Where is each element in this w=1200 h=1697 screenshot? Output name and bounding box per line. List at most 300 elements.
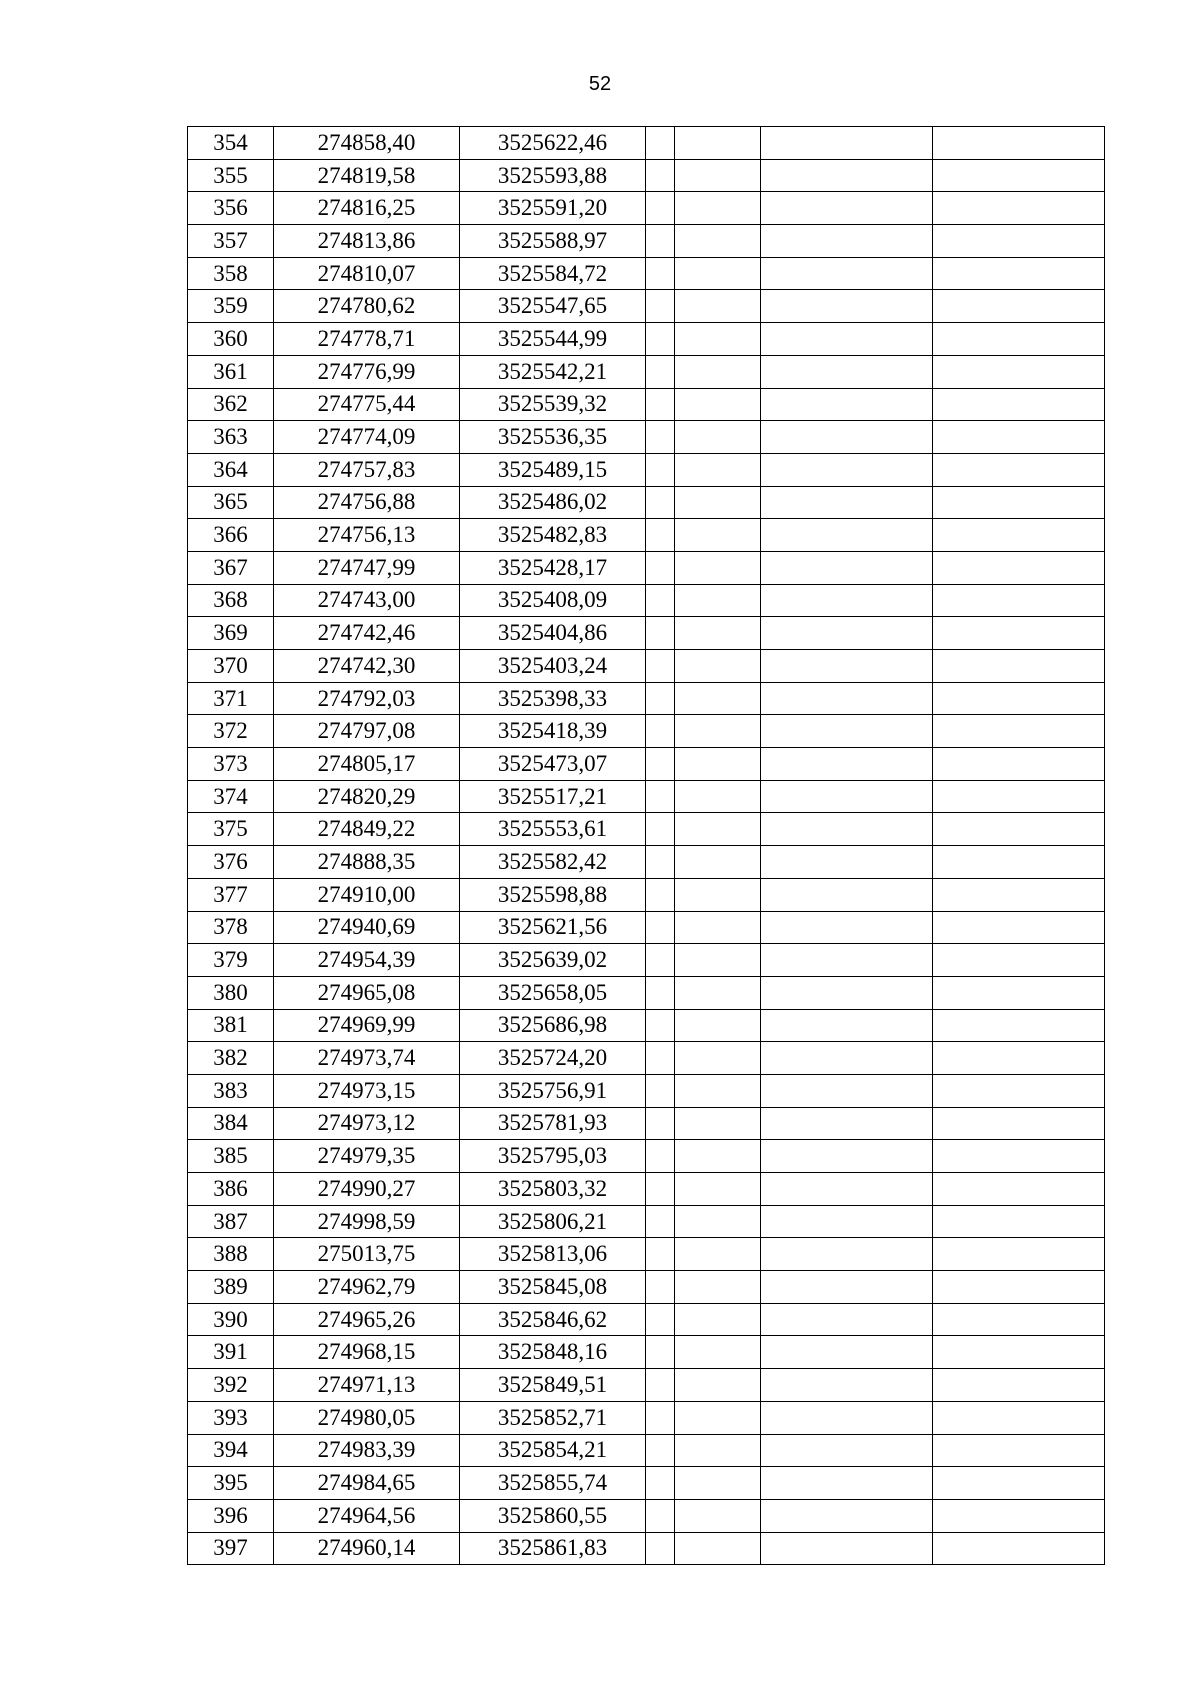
empty-cell — [675, 323, 761, 356]
y-coordinate-cell: 3525846,62 — [460, 1303, 646, 1336]
y-coordinate-cell: 3525598,88 — [460, 878, 646, 911]
empty-cell — [761, 421, 933, 454]
y-coordinate-cell: 3525854,21 — [460, 1434, 646, 1467]
y-coordinate-cell: 3525398,33 — [460, 682, 646, 715]
empty-cell — [761, 1303, 933, 1336]
point-number-cell: 391 — [188, 1336, 274, 1369]
empty-cell — [761, 257, 933, 290]
empty-cell — [646, 192, 675, 225]
point-number-cell: 397 — [188, 1532, 274, 1565]
empty-cell — [761, 813, 933, 846]
table-row — [188, 1009, 1105, 1042]
x-coordinate-cell: 274813,86 — [274, 225, 460, 258]
empty-cell — [933, 1434, 1105, 1467]
empty-cell — [933, 192, 1105, 225]
table-row — [188, 453, 1105, 486]
empty-cell — [646, 127, 675, 160]
empty-cell — [761, 1205, 933, 1238]
empty-cell — [933, 551, 1105, 584]
empty-cell — [646, 159, 675, 192]
empty-cell — [761, 846, 933, 879]
table-row — [188, 519, 1105, 552]
empty-cell — [675, 1074, 761, 1107]
point-number-cell: 393 — [188, 1401, 274, 1434]
empty-cell — [761, 1074, 933, 1107]
empty-cell — [933, 1401, 1105, 1434]
empty-cell — [761, 1499, 933, 1532]
empty-cell — [646, 650, 675, 683]
table-row — [188, 650, 1105, 683]
empty-cell — [675, 1336, 761, 1369]
page-number: 52 — [588, 73, 612, 95]
empty-cell — [933, 1336, 1105, 1369]
y-coordinate-cell: 3525428,17 — [460, 551, 646, 584]
point-number-cell: 379 — [188, 944, 274, 977]
x-coordinate-cell: 274756,88 — [274, 486, 460, 519]
empty-cell — [933, 421, 1105, 454]
empty-cell — [675, 584, 761, 617]
table-row — [188, 1042, 1105, 1075]
empty-cell — [646, 519, 675, 552]
x-coordinate-cell: 274819,58 — [274, 159, 460, 192]
point-number-cell: 387 — [188, 1205, 274, 1238]
empty-cell — [761, 748, 933, 781]
empty-cell — [646, 1173, 675, 1206]
empty-cell — [646, 453, 675, 486]
point-number-cell: 359 — [188, 290, 274, 323]
empty-cell — [933, 159, 1105, 192]
point-number-cell: 375 — [188, 813, 274, 846]
empty-cell — [675, 486, 761, 519]
empty-cell — [933, 780, 1105, 813]
empty-cell — [933, 911, 1105, 944]
empty-cell — [646, 911, 675, 944]
empty-cell — [761, 878, 933, 911]
empty-cell — [761, 1238, 933, 1271]
empty-cell — [646, 780, 675, 813]
empty-cell — [646, 1303, 675, 1336]
empty-cell — [646, 388, 675, 421]
empty-cell — [933, 1009, 1105, 1042]
point-number-cell: 365 — [188, 486, 274, 519]
y-coordinate-cell: 3525486,02 — [460, 486, 646, 519]
empty-cell — [646, 584, 675, 617]
empty-cell — [761, 682, 933, 715]
empty-cell — [933, 1107, 1105, 1140]
x-coordinate-cell: 274954,39 — [274, 944, 460, 977]
empty-cell — [646, 1401, 675, 1434]
point-number-cell: 360 — [188, 323, 274, 356]
table-row — [188, 486, 1105, 519]
empty-cell — [761, 1467, 933, 1500]
x-coordinate-cell: 274973,12 — [274, 1107, 460, 1140]
empty-cell — [933, 519, 1105, 552]
empty-cell — [761, 944, 933, 977]
table-row — [188, 780, 1105, 813]
empty-cell — [761, 1042, 933, 1075]
x-coordinate-cell: 274910,00 — [274, 878, 460, 911]
table-row — [188, 1369, 1105, 1402]
empty-cell — [933, 290, 1105, 323]
table-row — [188, 1303, 1105, 1336]
empty-cell — [933, 1205, 1105, 1238]
y-coordinate-cell: 3525848,16 — [460, 1336, 646, 1369]
empty-cell — [646, 225, 675, 258]
empty-cell — [933, 584, 1105, 617]
empty-cell — [675, 748, 761, 781]
x-coordinate-cell: 274984,65 — [274, 1467, 460, 1500]
point-number-cell: 378 — [188, 911, 274, 944]
empty-cell — [675, 650, 761, 683]
empty-cell — [761, 650, 933, 683]
x-coordinate-cell: 274969,99 — [274, 1009, 460, 1042]
empty-cell — [646, 1434, 675, 1467]
empty-cell — [933, 715, 1105, 748]
x-coordinate-cell: 274778,71 — [274, 323, 460, 356]
x-coordinate-cell: 274940,69 — [274, 911, 460, 944]
y-coordinate-cell: 3525542,21 — [460, 355, 646, 388]
point-number-cell: 363 — [188, 421, 274, 454]
point-number-cell: 390 — [188, 1303, 274, 1336]
y-coordinate-cell: 3525591,20 — [460, 192, 646, 225]
empty-cell — [646, 1467, 675, 1500]
table-row — [188, 1238, 1105, 1271]
x-coordinate-cell: 274965,08 — [274, 976, 460, 1009]
y-coordinate-cell: 3525622,46 — [460, 127, 646, 160]
empty-cell — [675, 1532, 761, 1565]
x-coordinate-cell: 274805,17 — [274, 748, 460, 781]
empty-cell — [675, 225, 761, 258]
x-coordinate-cell: 274971,13 — [274, 1369, 460, 1402]
y-coordinate-cell: 3525536,35 — [460, 421, 646, 454]
empty-cell — [675, 813, 761, 846]
empty-cell — [675, 682, 761, 715]
point-number-cell: 374 — [188, 780, 274, 813]
empty-cell — [646, 551, 675, 584]
y-coordinate-cell: 3525724,20 — [460, 1042, 646, 1075]
y-coordinate-cell: 3525803,32 — [460, 1173, 646, 1206]
point-number-cell: 373 — [188, 748, 274, 781]
y-coordinate-cell: 3525408,09 — [460, 584, 646, 617]
empty-cell — [646, 1074, 675, 1107]
empty-cell — [675, 1173, 761, 1206]
empty-cell — [761, 355, 933, 388]
empty-cell — [933, 1140, 1105, 1173]
point-number-cell: 376 — [188, 846, 274, 879]
empty-cell — [933, 355, 1105, 388]
table-row — [188, 976, 1105, 1009]
point-number-cell: 371 — [188, 682, 274, 715]
x-coordinate-cell: 274816,25 — [274, 192, 460, 225]
empty-cell — [675, 453, 761, 486]
empty-cell — [761, 780, 933, 813]
x-coordinate-cell: 274742,30 — [274, 650, 460, 683]
y-coordinate-cell: 3525482,83 — [460, 519, 646, 552]
table-row — [188, 1074, 1105, 1107]
x-coordinate-cell: 274980,05 — [274, 1401, 460, 1434]
empty-cell — [761, 1434, 933, 1467]
table-row — [188, 878, 1105, 911]
table-row — [188, 1271, 1105, 1304]
table-row — [188, 682, 1105, 715]
table-row — [188, 355, 1105, 388]
table-row — [188, 748, 1105, 781]
table-row — [188, 1173, 1105, 1206]
x-coordinate-cell: 274858,40 — [274, 127, 460, 160]
empty-cell — [933, 1303, 1105, 1336]
empty-cell — [675, 1009, 761, 1042]
empty-cell — [675, 1434, 761, 1467]
empty-cell — [675, 1369, 761, 1402]
point-number-cell: 367 — [188, 551, 274, 584]
x-coordinate-cell: 274775,44 — [274, 388, 460, 421]
empty-cell — [646, 1042, 675, 1075]
empty-cell — [675, 519, 761, 552]
empty-cell — [761, 976, 933, 1009]
empty-cell — [933, 976, 1105, 1009]
point-number-cell: 358 — [188, 257, 274, 290]
empty-cell — [761, 159, 933, 192]
empty-cell — [675, 1107, 761, 1140]
empty-cell — [933, 650, 1105, 683]
y-coordinate-cell: 3525489,15 — [460, 453, 646, 486]
empty-cell — [761, 323, 933, 356]
empty-cell — [675, 257, 761, 290]
empty-cell — [675, 780, 761, 813]
point-number-cell: 380 — [188, 976, 274, 1009]
empty-cell — [646, 813, 675, 846]
x-coordinate-cell: 274964,56 — [274, 1499, 460, 1532]
table-body — [188, 127, 1105, 1565]
table-row — [188, 388, 1105, 421]
empty-cell — [675, 355, 761, 388]
point-number-cell: 361 — [188, 355, 274, 388]
empty-cell — [675, 944, 761, 977]
x-coordinate-cell: 274983,39 — [274, 1434, 460, 1467]
table-row — [188, 127, 1105, 160]
point-number-cell: 364 — [188, 453, 274, 486]
empty-cell — [646, 355, 675, 388]
empty-cell — [675, 976, 761, 1009]
coordinates-table — [187, 126, 1105, 1565]
point-number-cell: 357 — [188, 225, 274, 258]
x-coordinate-cell: 274792,03 — [274, 682, 460, 715]
point-number-cell: 392 — [188, 1369, 274, 1402]
y-coordinate-cell: 3525404,86 — [460, 617, 646, 650]
table-row — [188, 421, 1105, 454]
empty-cell — [675, 1271, 761, 1304]
empty-cell — [675, 290, 761, 323]
empty-cell — [933, 878, 1105, 911]
empty-cell — [933, 127, 1105, 160]
empty-cell — [933, 682, 1105, 715]
empty-cell — [675, 911, 761, 944]
point-number-cell: 386 — [188, 1173, 274, 1206]
empty-cell — [761, 225, 933, 258]
empty-cell — [761, 1140, 933, 1173]
x-coordinate-cell: 274888,35 — [274, 846, 460, 879]
y-coordinate-cell: 3525553,61 — [460, 813, 646, 846]
y-coordinate-cell: 3525756,91 — [460, 1074, 646, 1107]
table-row — [188, 911, 1105, 944]
empty-cell — [761, 127, 933, 160]
table-row — [188, 551, 1105, 584]
empty-cell — [761, 519, 933, 552]
point-number-cell: 382 — [188, 1042, 274, 1075]
point-number-cell: 388 — [188, 1238, 274, 1271]
x-coordinate-cell: 274962,79 — [274, 1271, 460, 1304]
empty-cell — [646, 290, 675, 323]
table-row — [188, 192, 1105, 225]
table-row — [188, 715, 1105, 748]
empty-cell — [646, 1499, 675, 1532]
table-row — [188, 1532, 1105, 1565]
empty-cell — [675, 551, 761, 584]
x-coordinate-cell: 275013,75 — [274, 1238, 460, 1271]
empty-cell — [761, 388, 933, 421]
empty-cell — [675, 846, 761, 879]
empty-cell — [675, 715, 761, 748]
table-row — [188, 584, 1105, 617]
x-coordinate-cell: 274998,59 — [274, 1205, 460, 1238]
empty-cell — [933, 1074, 1105, 1107]
empty-cell — [646, 944, 675, 977]
empty-cell — [646, 878, 675, 911]
x-coordinate-cell: 274742,46 — [274, 617, 460, 650]
y-coordinate-cell: 3525517,21 — [460, 780, 646, 813]
table-row — [188, 617, 1105, 650]
empty-cell — [646, 715, 675, 748]
empty-cell — [646, 1369, 675, 1402]
table-row — [188, 1140, 1105, 1173]
point-number-cell: 389 — [188, 1271, 274, 1304]
empty-cell — [933, 1173, 1105, 1206]
empty-cell — [761, 1009, 933, 1042]
empty-cell — [646, 421, 675, 454]
empty-cell — [933, 486, 1105, 519]
x-coordinate-cell: 274979,35 — [274, 1140, 460, 1173]
table-row — [188, 159, 1105, 192]
empty-cell — [675, 1467, 761, 1500]
point-number-cell: 396 — [188, 1499, 274, 1532]
empty-cell — [933, 944, 1105, 977]
y-coordinate-cell: 3525544,99 — [460, 323, 646, 356]
empty-cell — [933, 1532, 1105, 1565]
empty-cell — [933, 846, 1105, 879]
x-coordinate-cell: 274757,83 — [274, 453, 460, 486]
point-number-cell: 377 — [188, 878, 274, 911]
empty-cell — [933, 617, 1105, 650]
empty-cell — [761, 192, 933, 225]
y-coordinate-cell: 3525588,97 — [460, 225, 646, 258]
empty-cell — [675, 1042, 761, 1075]
y-coordinate-cell: 3525593,88 — [460, 159, 646, 192]
y-coordinate-cell: 3525473,07 — [460, 748, 646, 781]
empty-cell — [933, 1499, 1105, 1532]
point-number-cell: 354 — [188, 127, 274, 160]
empty-cell — [675, 1140, 761, 1173]
empty-cell — [761, 453, 933, 486]
empty-cell — [646, 1271, 675, 1304]
empty-cell — [675, 159, 761, 192]
y-coordinate-cell: 3525658,05 — [460, 976, 646, 1009]
x-coordinate-cell: 274973,15 — [274, 1074, 460, 1107]
y-coordinate-cell: 3525813,06 — [460, 1238, 646, 1271]
empty-cell — [675, 388, 761, 421]
empty-cell — [675, 878, 761, 911]
empty-cell — [761, 1532, 933, 1565]
table-row — [188, 1401, 1105, 1434]
empty-cell — [646, 682, 675, 715]
table-row — [188, 1434, 1105, 1467]
y-coordinate-cell: 3525861,83 — [460, 1532, 646, 1565]
empty-cell — [646, 257, 675, 290]
empty-cell — [761, 1369, 933, 1402]
y-coordinate-cell: 3525855,74 — [460, 1467, 646, 1500]
empty-cell — [675, 1303, 761, 1336]
point-number-cell: 384 — [188, 1107, 274, 1140]
table-row — [188, 323, 1105, 356]
empty-cell — [761, 911, 933, 944]
empty-cell — [933, 1369, 1105, 1402]
empty-cell — [646, 323, 675, 356]
empty-cell — [761, 715, 933, 748]
table-row — [188, 813, 1105, 846]
y-coordinate-cell: 3525582,42 — [460, 846, 646, 879]
point-number-cell: 368 — [188, 584, 274, 617]
empty-cell — [675, 127, 761, 160]
x-coordinate-cell: 274973,74 — [274, 1042, 460, 1075]
empty-cell — [646, 1238, 675, 1271]
x-coordinate-cell: 274849,22 — [274, 813, 460, 846]
point-number-cell: 385 — [188, 1140, 274, 1173]
empty-cell — [646, 748, 675, 781]
empty-cell — [933, 813, 1105, 846]
empty-cell — [933, 225, 1105, 258]
empty-cell — [646, 846, 675, 879]
point-number-cell: 381 — [188, 1009, 274, 1042]
y-coordinate-cell: 3525639,02 — [460, 944, 646, 977]
empty-cell — [761, 584, 933, 617]
empty-cell — [933, 323, 1105, 356]
empty-cell — [646, 1532, 675, 1565]
x-coordinate-cell: 274990,27 — [274, 1173, 460, 1206]
empty-cell — [933, 257, 1105, 290]
empty-cell — [933, 453, 1105, 486]
x-coordinate-cell: 274747,99 — [274, 551, 460, 584]
y-coordinate-cell: 3525584,72 — [460, 257, 646, 290]
table-row — [188, 1467, 1105, 1500]
table-row — [188, 1336, 1105, 1369]
empty-cell — [675, 192, 761, 225]
point-number-cell: 356 — [188, 192, 274, 225]
empty-cell — [646, 1205, 675, 1238]
empty-cell — [675, 1205, 761, 1238]
x-coordinate-cell: 274756,13 — [274, 519, 460, 552]
x-coordinate-cell: 274776,99 — [274, 355, 460, 388]
y-coordinate-cell: 3525806,21 — [460, 1205, 646, 1238]
x-coordinate-cell: 274780,62 — [274, 290, 460, 323]
point-number-cell: 369 — [188, 617, 274, 650]
empty-cell — [675, 617, 761, 650]
empty-cell — [761, 1336, 933, 1369]
y-coordinate-cell: 3525845,08 — [460, 1271, 646, 1304]
empty-cell — [761, 1173, 933, 1206]
empty-cell — [761, 1107, 933, 1140]
x-coordinate-cell: 274810,07 — [274, 257, 460, 290]
empty-cell — [761, 290, 933, 323]
y-coordinate-cell: 3525795,03 — [460, 1140, 646, 1173]
